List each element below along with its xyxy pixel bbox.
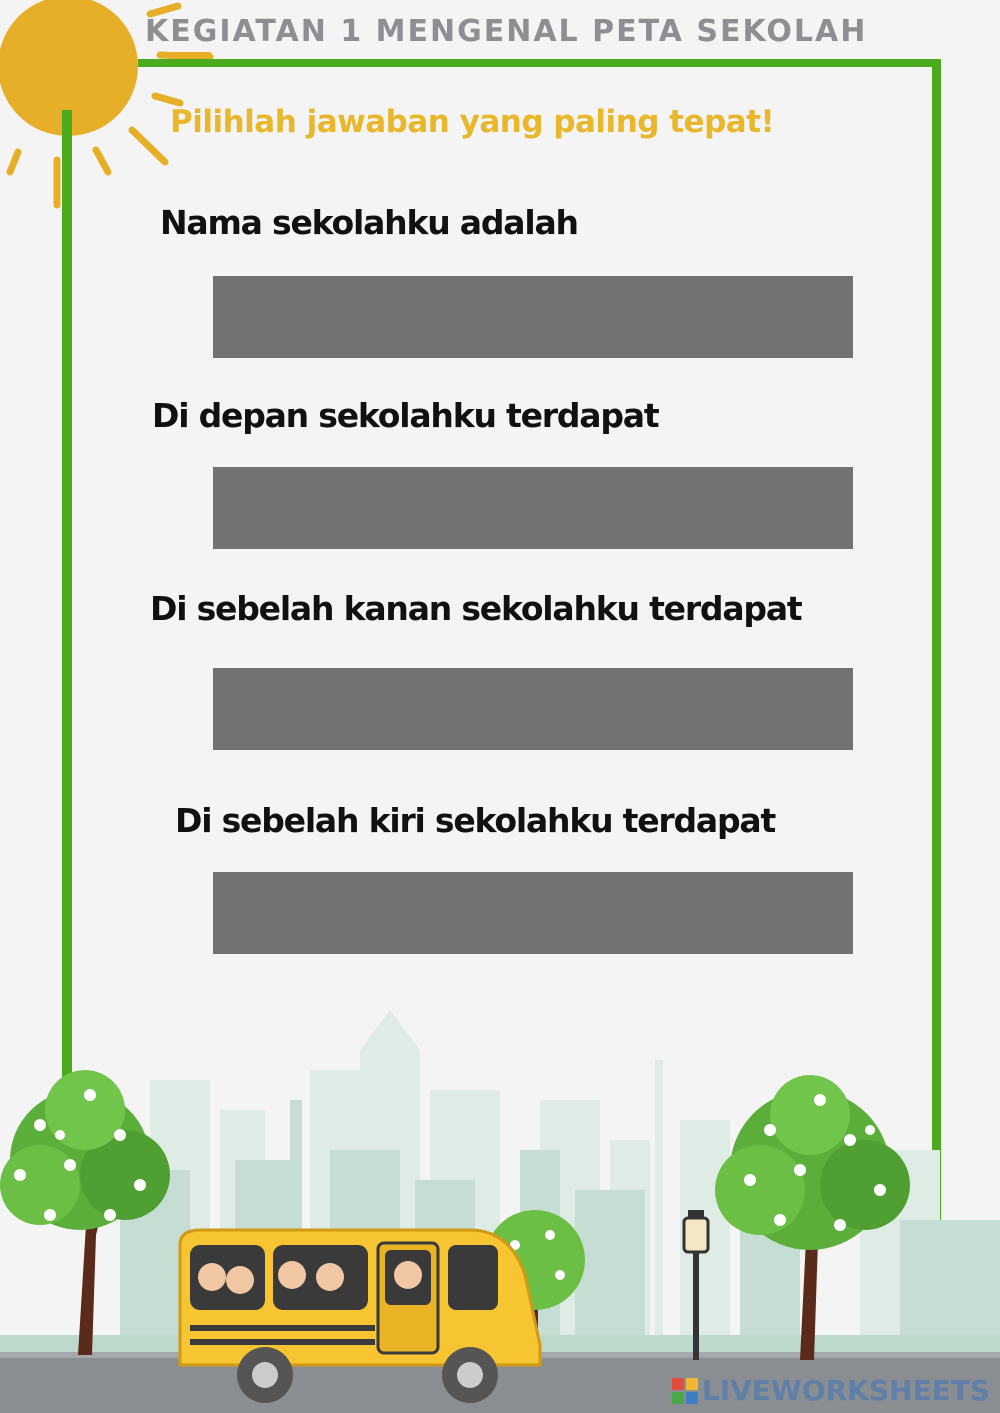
frame-top [138, 59, 941, 67]
answer-field-1[interactable] [213, 276, 853, 358]
school-bus-illustration [170, 1215, 545, 1405]
answer-field-2[interactable] [213, 467, 853, 549]
question-2-label: Di depan sekolahku terdapat [152, 396, 659, 435]
title-underline [160, 52, 212, 57]
street-lamp-illustration [676, 1210, 716, 1360]
tree-illustration-right [700, 1070, 920, 1370]
watermark [672, 1374, 990, 1407]
frame-left [62, 110, 72, 1090]
tree-illustration [0, 1065, 180, 1365]
liveworksheets-logo-icon [672, 1378, 698, 1404]
answer-field-4[interactable] [213, 872, 853, 954]
watermark-text: LIVEWORKSHEETS [701, 1374, 990, 1407]
page-title: KEGIATAN 1 MENGENAL PETA SEKOLAH [145, 14, 868, 49]
question-1-label: Nama sekolahku adalah [160, 203, 578, 242]
answer-field-3[interactable] [213, 668, 853, 750]
instruction-text: Pilihlah jawaban yang paling tepat! [170, 104, 775, 140]
question-4-label: Di sebelah kiri sekolahku terdapat [175, 801, 776, 840]
question-3-label: Di sebelah kanan sekolahku terdapat [150, 589, 802, 628]
